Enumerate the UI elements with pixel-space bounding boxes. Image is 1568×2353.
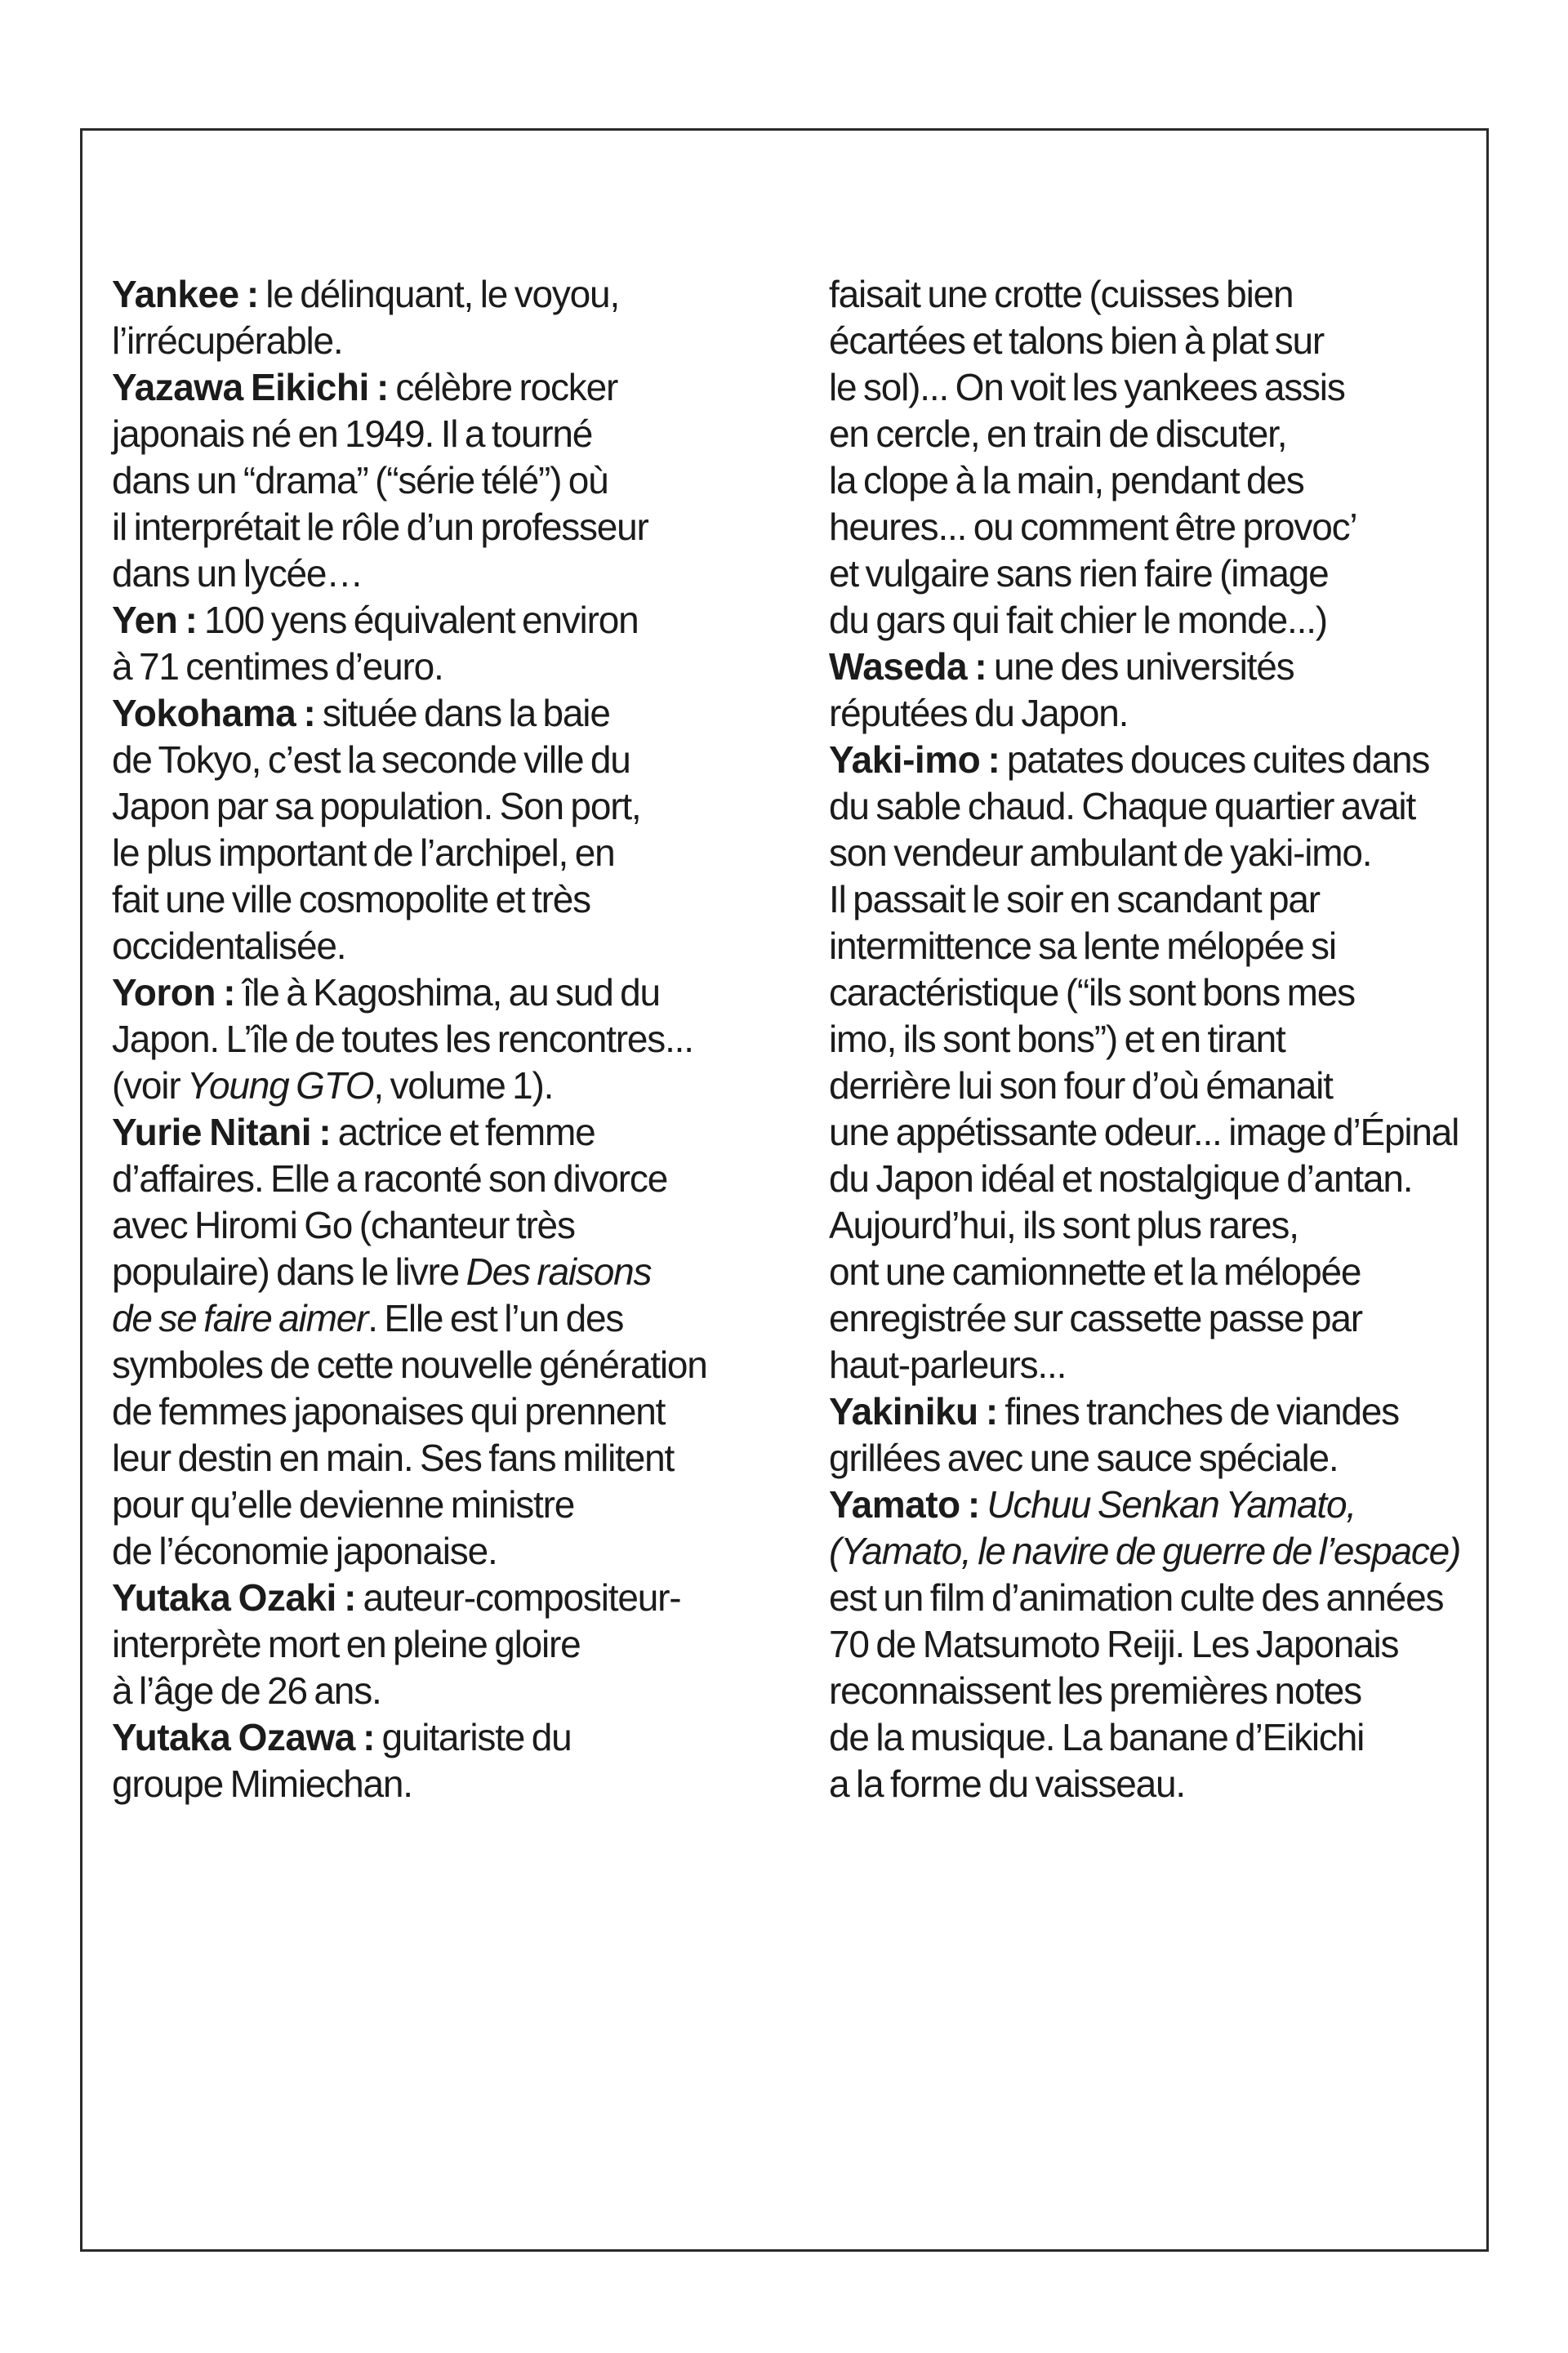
glossary-text: du gars qui fait chier le monde...) bbox=[829, 599, 1327, 641]
glossary-term: Yoron : bbox=[112, 971, 236, 1014]
text-line bbox=[829, 1388, 1499, 1435]
glossary-text: écartées et talons bien à plat sur bbox=[829, 319, 1325, 362]
text-line bbox=[112, 737, 782, 783]
page-border-frame bbox=[80, 128, 1489, 2252]
glossary-text: île à Kagoshima, au sud du bbox=[235, 971, 660, 1014]
text-line bbox=[112, 1388, 782, 1435]
text-line bbox=[829, 550, 1499, 597]
glossary-text: ont une camionnette et la mélopée bbox=[829, 1250, 1361, 1293]
text-line bbox=[829, 1342, 1499, 1388]
text-line bbox=[112, 923, 782, 969]
text-line bbox=[112, 690, 782, 737]
glossary-text: populaire) dans le livre bbox=[112, 1250, 466, 1293]
text-line bbox=[829, 271, 1499, 318]
glossary-text: interprète mort en pleine gloire bbox=[112, 1623, 581, 1665]
glossary-text: il interprétait le rôle d’un professeur bbox=[112, 506, 648, 548]
glossary-text: dans un lycée… bbox=[112, 552, 363, 595]
text-line bbox=[829, 364, 1499, 411]
text-line bbox=[112, 1202, 782, 1249]
glossary-text: grillées avec une sauce spéciale. bbox=[829, 1437, 1339, 1479]
text-line bbox=[112, 411, 782, 457]
glossary-text: Japon par sa population. Son port, bbox=[112, 785, 641, 827]
glossary-text: caractéristique (“ils sont bons mes bbox=[829, 971, 1355, 1014]
text-line bbox=[829, 1761, 1499, 1807]
glossary-text: japonais né en 1949. Il a tourné bbox=[112, 412, 593, 455]
text-line bbox=[112, 969, 782, 1016]
text-line bbox=[829, 1016, 1499, 1063]
text-line bbox=[112, 644, 782, 690]
glossary-text: de se faire aimer bbox=[112, 1297, 368, 1339]
text-line bbox=[829, 1528, 1499, 1575]
text-line bbox=[829, 411, 1499, 457]
text-line bbox=[112, 318, 782, 364]
glossary-text: son vendeur ambulant de yaki-imo. bbox=[829, 831, 1372, 874]
text-line bbox=[829, 737, 1499, 783]
glossary-text: située dans la baie bbox=[315, 692, 610, 734]
glossary-text: de la musique. La banane d’Eikichi bbox=[829, 1716, 1365, 1758]
text-line bbox=[112, 1528, 782, 1575]
glossary-text: auteur-compositeur- bbox=[355, 1576, 681, 1619]
glossary-text: Des raisons bbox=[466, 1250, 652, 1293]
glossary-text: le plus important de l’archipel, en bbox=[112, 831, 615, 874]
glossary-text: faisait une crotte (cuisses bien bbox=[829, 273, 1294, 315]
glossary-term: Waseda : bbox=[829, 645, 987, 688]
glossary-text: Uchuu Senkan Yamato, bbox=[987, 1483, 1356, 1526]
text-line bbox=[829, 969, 1499, 1016]
text-line bbox=[112, 1714, 782, 1761]
text-line bbox=[829, 1714, 1499, 1761]
text-line bbox=[829, 783, 1499, 830]
text-line bbox=[112, 1668, 782, 1714]
glossary-text: groupe Mimiechan. bbox=[112, 1763, 412, 1805]
glossary-term: Yutaka Ozaki : bbox=[112, 1576, 356, 1619]
glossary-text: . Elle est l’un des bbox=[368, 1297, 624, 1339]
glossary-text: imo, ils sont bons”) et en tirant bbox=[829, 1018, 1285, 1060]
glossary-text: 100 yens équivalent environ bbox=[197, 599, 639, 641]
glossary-term: Yamato : bbox=[829, 1483, 980, 1526]
glossary-text: une appétissante odeur... image d’Épinal bbox=[829, 1111, 1459, 1153]
glossary-text: de l’économie japonaise. bbox=[112, 1530, 497, 1572]
glossary-text: haut-parleurs... bbox=[829, 1344, 1067, 1386]
glossary-text: la clope à la main, pendant des bbox=[829, 459, 1304, 501]
text-line bbox=[829, 1156, 1499, 1202]
glossary-text: du Japon idéal et nostalgique d’antan. bbox=[829, 1157, 1413, 1200]
text-line bbox=[829, 1575, 1499, 1621]
text-line bbox=[112, 1342, 782, 1388]
glossary-text: intermittence sa lente mélopée si bbox=[829, 925, 1336, 967]
glossary-text: 70 de Matsumoto Reiji. Les Japonais bbox=[829, 1623, 1399, 1665]
glossary-term: Yankee : bbox=[112, 273, 259, 315]
glossary-term: Yutaka Ozawa : bbox=[112, 1716, 375, 1758]
text-line bbox=[112, 1109, 782, 1156]
glossary-term: Yakiniku : bbox=[829, 1390, 998, 1433]
glossary-text: patates douces cuites dans bbox=[1000, 738, 1430, 781]
text-line bbox=[829, 644, 1499, 690]
glossary-text: a la forme du vaisseau. bbox=[829, 1763, 1185, 1805]
text-line bbox=[829, 1668, 1499, 1714]
glossary-text: actrice et femme bbox=[331, 1111, 595, 1153]
text-line bbox=[829, 504, 1499, 550]
glossary-text: fait une ville cosmopolite et très bbox=[112, 878, 590, 920]
text-line bbox=[112, 550, 782, 597]
text-line bbox=[112, 364, 782, 411]
text-line bbox=[112, 271, 782, 318]
glossary-term: Yen : bbox=[112, 599, 198, 641]
glossary-text: de femmes japonaises qui prennent bbox=[112, 1390, 666, 1433]
glossary-text: l’irrécupérable. bbox=[112, 319, 343, 362]
glossary-text: une des universités bbox=[987, 645, 1294, 688]
text-line bbox=[829, 1435, 1499, 1482]
text-line bbox=[112, 504, 782, 550]
glossary-text: Japon. L’île de toutes les rencontres... bbox=[112, 1018, 693, 1060]
text-line bbox=[112, 597, 782, 644]
glossary-text: derrière lui son four d’où émanait bbox=[829, 1064, 1333, 1107]
text-line bbox=[829, 1621, 1499, 1668]
glossary-text: du sable chaud. Chaque quartier avait bbox=[829, 785, 1416, 827]
text-line bbox=[112, 1482, 782, 1528]
text-line bbox=[112, 1016, 782, 1063]
glossary-text: , volume 1). bbox=[373, 1064, 554, 1107]
glossary-text: heures... ou comment être provoc’ bbox=[829, 506, 1357, 548]
glossary-text: avec Hiromi Go (chanteur très bbox=[112, 1204, 575, 1246]
glossary-text: (voir bbox=[112, 1064, 188, 1107]
text-line bbox=[829, 457, 1499, 504]
text-line bbox=[112, 1249, 782, 1295]
glossary-term: Yokohama : bbox=[112, 692, 316, 734]
glossary-text: Young GTO bbox=[187, 1064, 374, 1107]
text-line bbox=[829, 1249, 1499, 1295]
glossary-text: le délinquant, le voyou, bbox=[258, 273, 620, 315]
text-line bbox=[112, 1621, 782, 1668]
glossary-text: le sol)... On voit les yankees assis bbox=[829, 366, 1345, 408]
glossary-text: à l’âge de 26 ans. bbox=[112, 1669, 381, 1712]
text-line bbox=[829, 876, 1499, 923]
text-line bbox=[112, 876, 782, 923]
glossary-text: Aujourd’hui, ils sont plus rares, bbox=[829, 1204, 1298, 1246]
text-line bbox=[112, 1063, 782, 1109]
text-line bbox=[112, 1156, 782, 1202]
text-line bbox=[829, 597, 1499, 644]
text-line bbox=[112, 457, 782, 504]
glossary-text: dans un “drama” (“série télé”) où bbox=[112, 459, 608, 501]
glossary-text: et vulgaire sans rien faire (image bbox=[829, 552, 1329, 595]
text-line bbox=[829, 1109, 1499, 1156]
glossary-text: Il passait le soir en scandant par bbox=[829, 878, 1320, 920]
glossary-text: est un film d’animation culte des années bbox=[829, 1576, 1444, 1619]
text-line bbox=[829, 690, 1499, 737]
text-line bbox=[829, 1482, 1499, 1528]
glossary-text: (Yamato, le navire de guerre de l’espace) bbox=[829, 1530, 1461, 1572]
glossary-text: leur destin en main. Ses fans militent bbox=[112, 1437, 675, 1479]
glossary-text: symboles de cette nouvelle génération bbox=[112, 1344, 707, 1386]
glossary-term: Yurie Nitani : bbox=[112, 1111, 332, 1153]
glossary-text: en cercle, en train de discuter, bbox=[829, 412, 1287, 455]
text-line bbox=[829, 830, 1499, 876]
text-line bbox=[112, 1295, 782, 1342]
text-line bbox=[829, 1063, 1499, 1109]
text-line bbox=[112, 783, 782, 830]
glossary-text: d’affaires. Elle a raconté son divorce bbox=[112, 1157, 668, 1200]
glossary-text: de Tokyo, c’est la seconde ville du bbox=[112, 738, 630, 781]
glossary-column-left bbox=[112, 271, 782, 1807]
glossary-column-right bbox=[829, 271, 1499, 1807]
text-line bbox=[112, 1435, 782, 1482]
glossary-text: guitariste du bbox=[374, 1716, 572, 1758]
glossary-text: réputées du Japon. bbox=[829, 692, 1129, 734]
glossary-text: à 71 centimes d’euro. bbox=[112, 645, 443, 688]
glossary-term: Yazawa Eikichi : bbox=[112, 366, 389, 408]
glossary-text: reconnaissent les premières notes bbox=[829, 1669, 1361, 1712]
text-line bbox=[829, 1202, 1499, 1249]
text-line bbox=[829, 923, 1499, 969]
text-line bbox=[112, 830, 782, 876]
glossary-text: fines tranches de viandes bbox=[997, 1390, 1399, 1433]
glossary-text: enregistrée sur cassette passe par bbox=[829, 1297, 1362, 1339]
glossary-term: Yaki-imo : bbox=[829, 738, 1000, 781]
text-line bbox=[112, 1761, 782, 1807]
text-line bbox=[829, 1295, 1499, 1342]
text-line bbox=[829, 318, 1499, 364]
glossary-text: célèbre rocker bbox=[388, 366, 618, 408]
glossary-text: pour qu’elle devienne ministre bbox=[112, 1483, 575, 1526]
glossary-text: occidentalisée. bbox=[112, 925, 346, 967]
text-line bbox=[112, 1575, 782, 1621]
